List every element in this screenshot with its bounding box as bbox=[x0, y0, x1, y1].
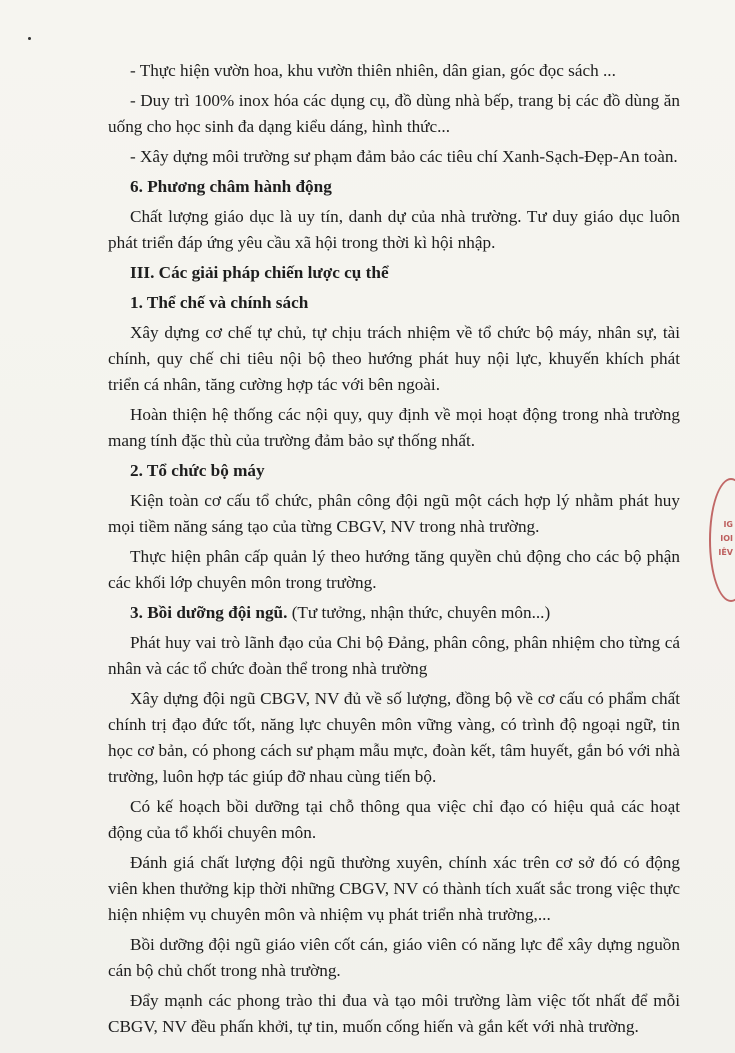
body-paragraph: Bồi dưỡng đội ngũ giáo viên cốt cán, giáo viên có năng lực để xây dựng nguồn cán bộ chủ chốt trong nhà trường. bbox=[108, 935, 680, 980]
body-paragraph: Xây dựng cơ chế tự chủ, tự chịu trách nhiệm về tổ chức bộ máy, nhân sự, tài chính, quy chế chi tiêu nội bộ theo hướng phát huy nội lực, khuyến khích phát triển cá nhân, tăng cường hợp tác với bên ngoài. bbox=[108, 323, 680, 394]
section-heading-note: (Tư tưởng, nhận thức, chuyên môn...) bbox=[287, 603, 551, 622]
section-heading-bold: 3. Bồi dưỡng đội ngũ. bbox=[130, 603, 288, 622]
stamp-text-line: IÊV bbox=[718, 548, 733, 557]
body-paragraph: Phát huy vai trò lãnh đạo của Chi bộ Đảng, phân công, phân nhiệm cho từng cá nhân và các tổ chức đoàn thể trong nhà trường bbox=[108, 633, 680, 678]
body-paragraph: Hoàn thiện hệ thống các nội quy, quy định về mọi hoạt động trong nhà trường mang tính đặc thù của trường đảm bảo sự thống nhất. bbox=[108, 405, 680, 450]
section-heading: 1. Thể chế và chính sách bbox=[130, 293, 309, 312]
body-paragraph: Chất lượng giáo dục là uy tín, danh dự của nhà trường. Tư duy giáo dục luôn phát triển đáp ứng yêu cầu xã hội trong thời kì hội nhập. bbox=[108, 207, 680, 252]
bullet-item: - Thực hiện vườn hoa, khu vườn thiên nhiên, dân gian, góc đọc sách ... bbox=[130, 61, 616, 80]
section-heading-mixed bbox=[108, 600, 680, 626]
section-heading: III. Các giải pháp chiến lược cụ thể bbox=[130, 263, 389, 282]
body-paragraph: Đánh giá chất lượng đội ngũ thường xuyên, chính xác trên cơ sở đó có động viên khen thưởng kịp thời những CBGV, NV có thành tích xuất sắc trong việc thực hiện nhiệm vụ chuyên môn và nhiệm vụ phát triển nhà trường,... bbox=[108, 853, 680, 924]
document-body bbox=[108, 58, 680, 1044]
section-heading: 6. Phương châm hành động bbox=[130, 177, 332, 196]
stamp-text-line: IOI bbox=[720, 534, 733, 543]
bullet-item: - Xây dựng môi trường sư phạm đảm bảo các tiêu chí Xanh-Sạch-Đẹp-An toàn. bbox=[130, 147, 678, 166]
body-paragraph: Kiện toàn cơ cấu tổ chức, phân công đội ngũ một cách hợp lý nhằm phát huy mọi tiềm năng sáng tạo của từng CBGV, NV trong nhà trường. bbox=[108, 491, 680, 536]
body-paragraph: Xây dựng đội ngũ CBGV, NV đủ về số lượng, đồng bộ về cơ cấu có phẩm chất chính trị đạo đức tốt, năng lực chuyên môn vững vàng, có trình độ ngoại ngữ, tin học cơ bản, có phong cách sư phạm mẫu mực, đoàn kết, tâm huyết, gắn bó với nhà trường, luôn hợp tác giúp đỡ nhau cùng tiến bộ. bbox=[108, 689, 680, 786]
section-heading: 2. Tổ chức bộ máy bbox=[130, 461, 265, 480]
body-paragraph: Có kế hoạch bồi dưỡng tại chỗ thông qua việc chỉ đạo có hiệu quả các hoạt động của tổ khối chuyên môn. bbox=[108, 797, 680, 842]
page-speck bbox=[28, 37, 31, 40]
stamp-text-line: IG bbox=[723, 520, 733, 529]
body-paragraph: Thực hiện phân cấp quản lý theo hướng tăng quyền chủ động cho các bộ phận các khối lớp chuyên môn trong trường. bbox=[108, 547, 680, 592]
bullet-item: - Duy trì 100% inox hóa các dụng cụ, đồ dùng nhà bếp, trang bị các đồ dùng ăn uống cho học sinh đa dạng kiểu dáng, hình thức... bbox=[108, 91, 680, 136]
body-paragraph: Đẩy mạnh các phong trào thi đua và tạo môi trường làm việc tốt nhất để mỗi CBGV, NV đều phấn khởi, tự tin, muốn cống hiến và gắn kết với nhà trường. bbox=[108, 991, 680, 1036]
